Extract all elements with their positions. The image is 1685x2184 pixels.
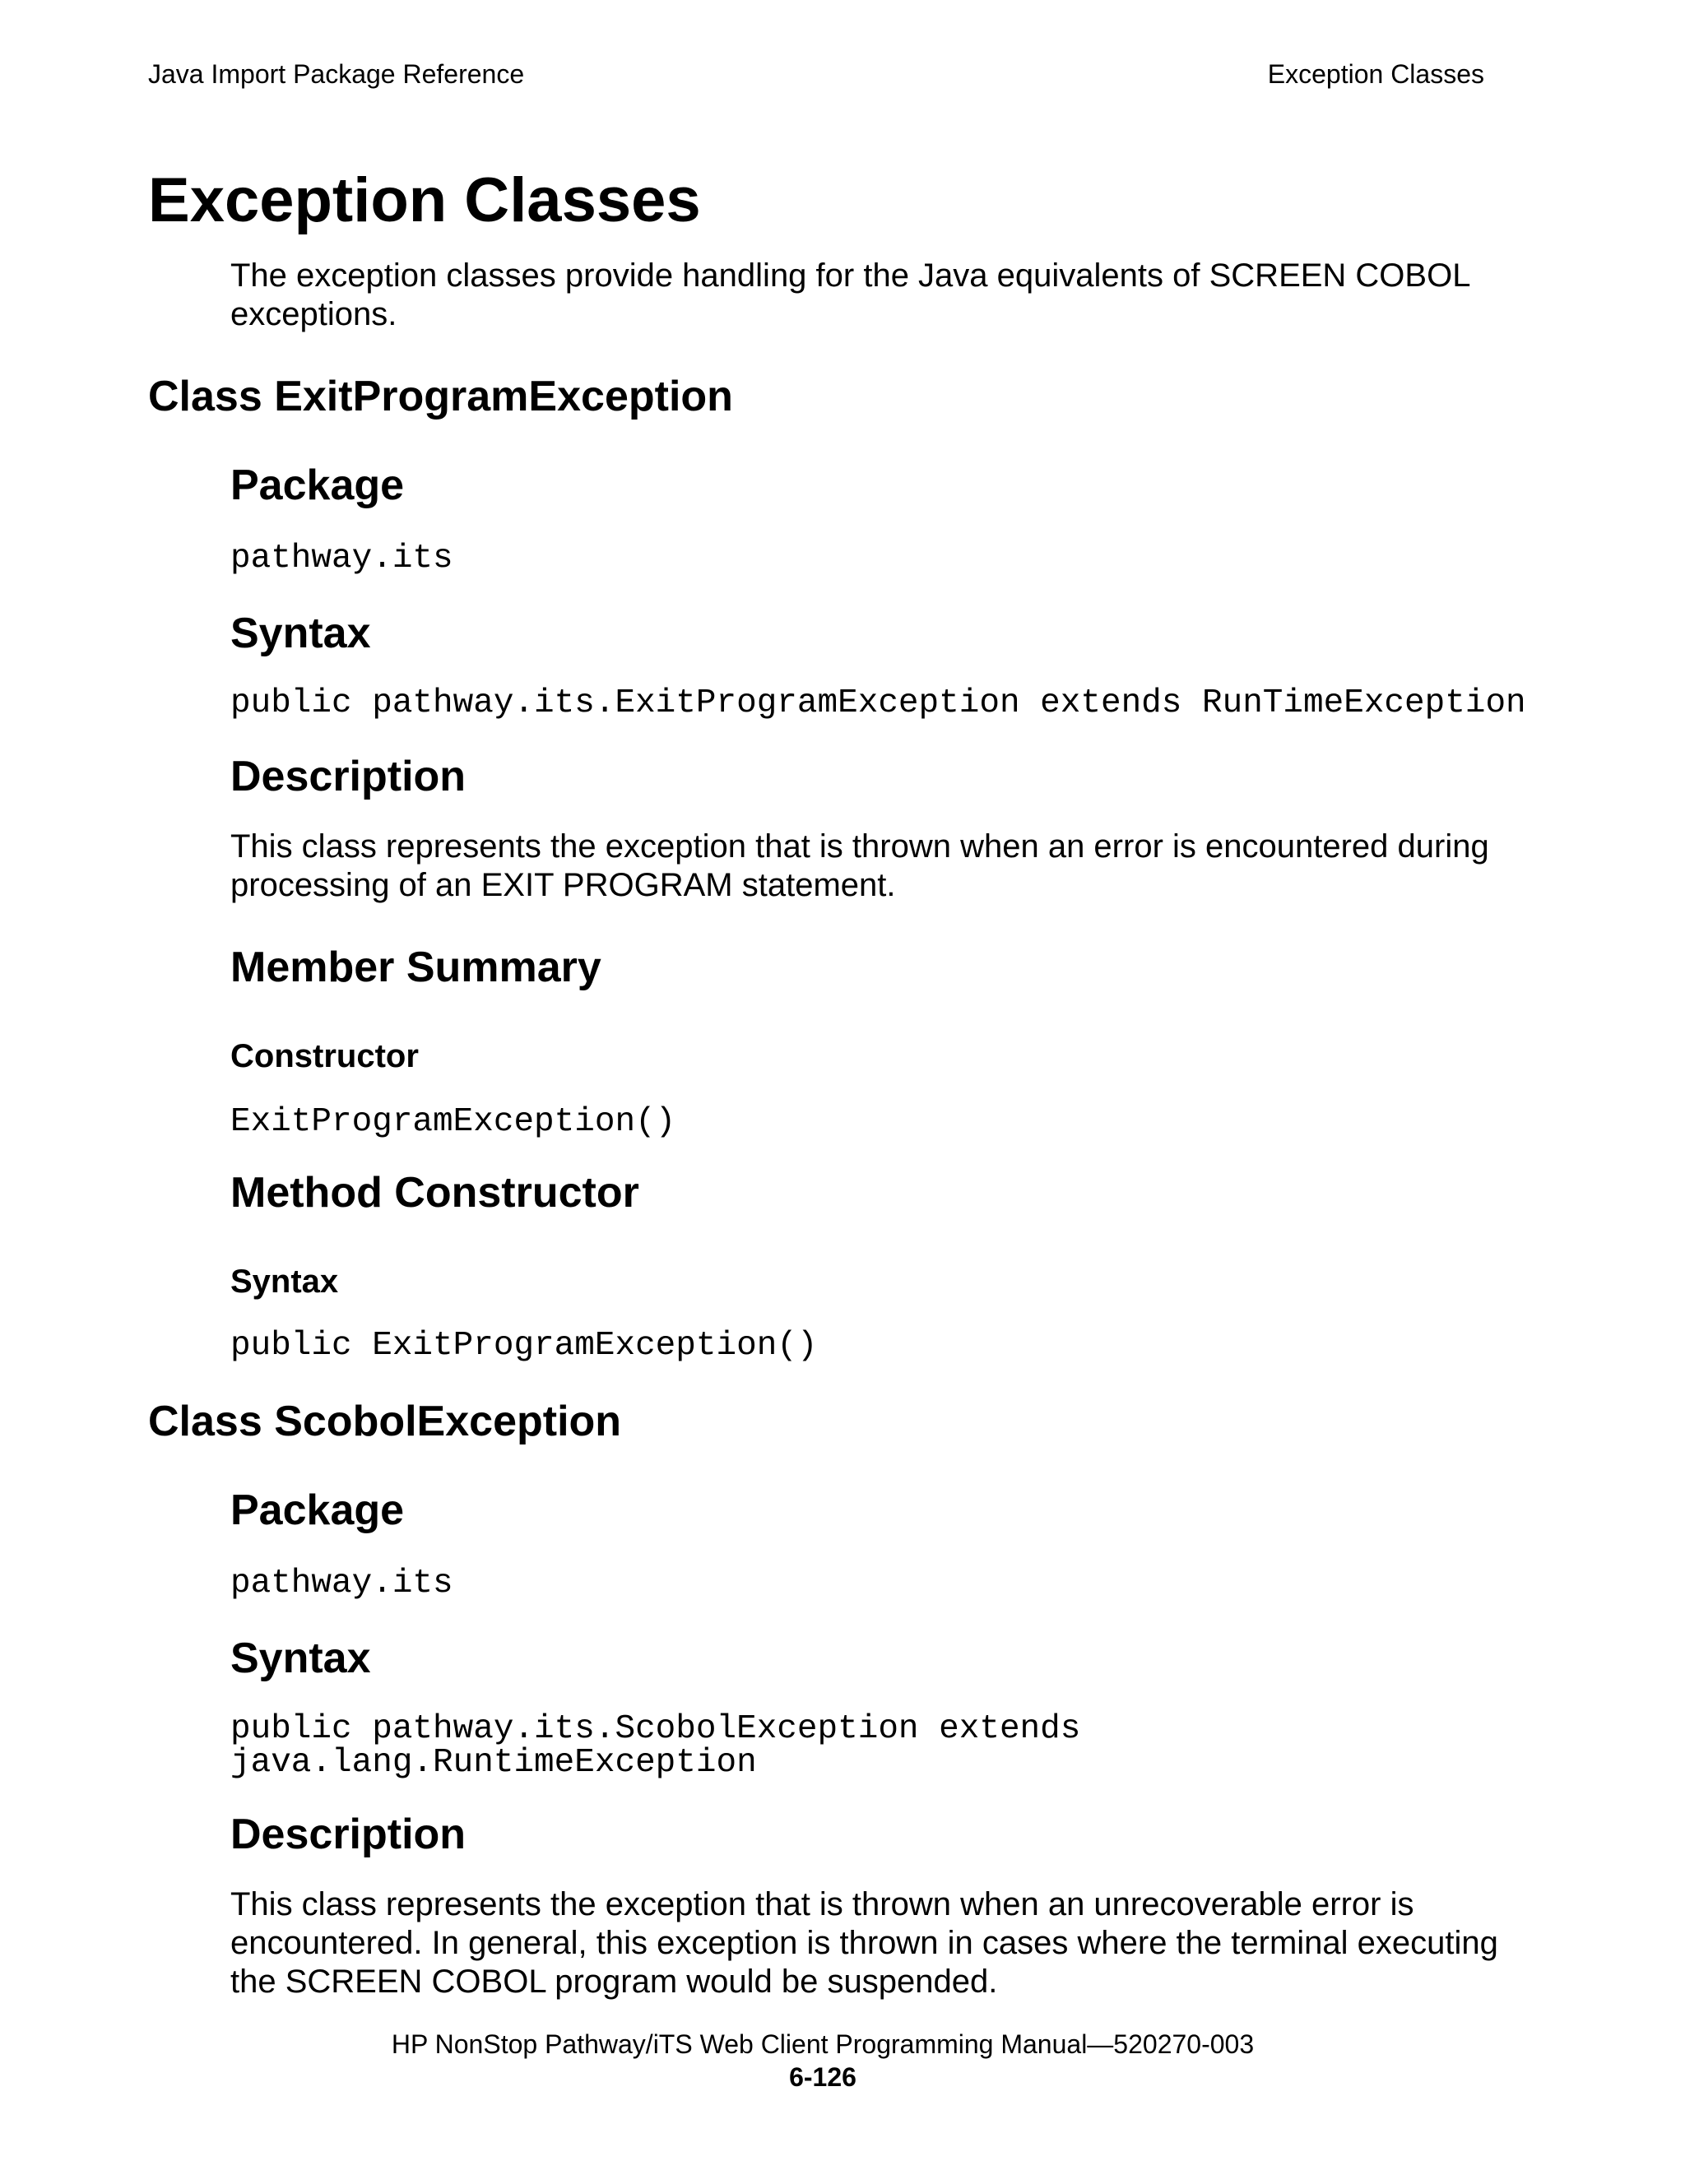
package-heading: Package bbox=[230, 1486, 405, 1534]
method-syntax-code: public ExitProgramException() bbox=[230, 1327, 818, 1365]
member-summary-heading: Member Summary bbox=[230, 944, 601, 991]
constructor-code: ExitProgramException() bbox=[230, 1103, 676, 1141]
method-constructor-heading: Method Constructor bbox=[230, 1169, 639, 1217]
syntax-code-line-2: java.lang.RuntimeException bbox=[230, 1744, 757, 1782]
running-header-left: Java Import Package Reference bbox=[148, 59, 525, 89]
description-heading: Description bbox=[230, 753, 467, 800]
description-paragraph: This class represents the exception that is thrown when an unrecoverable error is encountered. In general, this exception is thrown in cases where the terminal executing the SCREEN COBOL program would be suspended. bbox=[230, 1886, 1498, 2000]
syntax-heading: Syntax bbox=[230, 1635, 371, 1682]
class-exitprogramexception-heading: Class ExitProgramException bbox=[148, 373, 733, 420]
description-paragraph: This class represents the exception that is thrown when an error is encountered during processing of an EXIT PROGRAM statement. bbox=[230, 828, 1489, 903]
syntax-heading: Syntax bbox=[230, 610, 371, 657]
package-heading: Package bbox=[230, 461, 405, 509]
method-syntax-heading: Syntax bbox=[230, 1264, 339, 1300]
footer-manual-title: HP NonStop Pathway/iTS Web Client Programming Manual—520270-003 bbox=[391, 2029, 1255, 2059]
running-header-right: Exception Classes bbox=[1267, 59, 1484, 89]
syntax-code: public pathway.its.ExitProgramException extends RunTimeException bbox=[230, 684, 1526, 722]
package-value: pathway.its bbox=[230, 540, 453, 577]
syntax-code-line-1: public pathway.its.ScobolException extends bbox=[230, 1710, 1081, 1748]
intro-paragraph: The exception classes provide handling for the Java equivalents of SCREEN COBOL exceptions. bbox=[230, 257, 1469, 332]
footer-page-number: 6-126 bbox=[789, 2062, 856, 2092]
constructor-heading: Constructor bbox=[230, 1038, 419, 1074]
class-scobolexception-heading: Class ScobolException bbox=[148, 1398, 622, 1445]
description-heading: Description bbox=[230, 1811, 467, 1858]
page-title: Exception Classes bbox=[148, 165, 701, 235]
package-value: pathway.its bbox=[230, 1565, 453, 1602]
